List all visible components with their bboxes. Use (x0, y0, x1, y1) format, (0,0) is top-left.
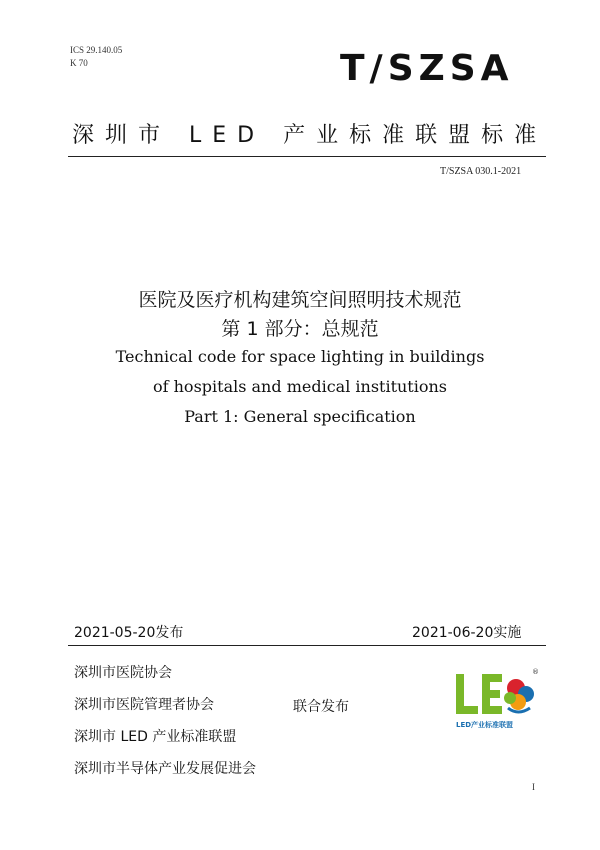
implementation-date: 2021-06-20实施 (412, 625, 522, 641)
issue-date: 2021-05-20发布 (74, 625, 184, 641)
led-alliance-logo (452, 668, 542, 734)
title-english-line2: of hospitals and medical institutions (152, 377, 447, 396)
standard-series-title: 深圳市 LED 产业标准联盟标准 (72, 123, 548, 148)
joint-issue-label: 联合发布 (293, 699, 349, 715)
header-rule (68, 156, 546, 157)
ccs-code: K 70 (70, 58, 88, 68)
title-english-line3: Part 1: General specification (184, 407, 416, 426)
page-number: I (532, 782, 535, 792)
title-chinese-line2: 第 1 部分：总规范 (221, 318, 379, 340)
footer-rule (68, 645, 546, 646)
title-chinese-line1: 医院及医疗机构建筑空间照明技术规范 (138, 289, 462, 311)
issuer-org-2: 深圳市医院管理者协会 (74, 697, 214, 713)
issuer-org-1: 深圳市医院协会 (74, 665, 172, 681)
logo-caption: LED产业标准联盟 (456, 721, 514, 729)
title-english-line1: Technical code for space lighting in buildings (115, 347, 485, 366)
issuer-org-3: 深圳市 LED 产业标准联盟 (74, 729, 237, 745)
standard-number: T/SZSA 030.1-2021 (440, 166, 522, 177)
registered-mark: ® (532, 668, 539, 676)
standard-brand: T/SZSA (340, 48, 514, 89)
ics-code: ICS 29.140.05 (70, 45, 123, 55)
issuer-org-4: 深圳市半导体产业发展促进会 (74, 761, 256, 777)
led-alliance-logo-mark (452, 668, 542, 720)
